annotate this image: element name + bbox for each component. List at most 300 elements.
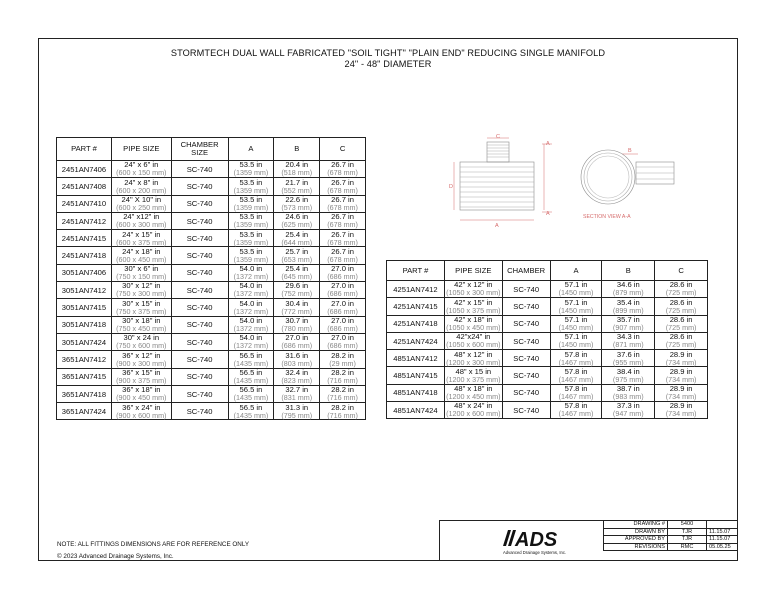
metric-value: (600 x 450 mm) (116, 254, 167, 264)
metric-value: (1050 x 450 mm) (446, 322, 501, 332)
value: 54.0 in (239, 333, 263, 343)
metric-value: (1372 mm) (233, 341, 269, 351)
value: 35.7 in (616, 314, 640, 324)
value: 28.6 in (669, 314, 693, 324)
header-c: C (655, 261, 708, 281)
a-cell (550, 298, 602, 315)
pipe-size-cell (111, 178, 171, 195)
value: 3051AN7415 (61, 303, 107, 313)
a-cell (228, 178, 274, 195)
value: 28.2 in (331, 350, 354, 360)
b-cell (274, 195, 320, 212)
b-cell (274, 264, 320, 281)
value: 27.0 in (285, 333, 309, 343)
value: 42" x 12" in (454, 280, 493, 290)
metric-value: (772 mm) (281, 306, 313, 316)
a-cell (228, 316, 274, 333)
value: 53.5 in (239, 160, 263, 170)
value: 37.3 in (616, 401, 640, 411)
value: 54.0 in (239, 316, 263, 326)
metric-value: (686 mm) (281, 341, 313, 351)
chamber-cell (502, 384, 550, 401)
title-block-date: 11.15.07 (707, 536, 738, 544)
metric-value: (1359 mm) (233, 185, 269, 195)
value: 57.8 in (564, 366, 588, 376)
part-cell (57, 403, 112, 420)
value: 4251AN7424 (393, 336, 438, 346)
metric-value: (803 mm) (281, 358, 313, 368)
chamber-cell (171, 316, 228, 333)
chamber-cell (171, 247, 228, 264)
metric-value: (678 mm) (327, 237, 358, 247)
value: 57.1 in (564, 280, 588, 290)
logo-text: ADS (515, 529, 558, 551)
metric-value: (1372 mm) (233, 306, 269, 316)
table-header-row (57, 138, 366, 161)
dim-label-b: B (628, 148, 632, 154)
value: SC-740 (186, 406, 213, 416)
value: 27.0 in (331, 333, 354, 343)
pipe-size-cell (444, 315, 502, 332)
value: 28.9 in (669, 349, 693, 359)
value: 28.2 in (331, 385, 354, 395)
value: SC-740 (513, 388, 540, 398)
metric-value: (1372 mm) (233, 272, 269, 282)
manifold-table-42-48 (386, 260, 708, 419)
table-row (387, 350, 708, 367)
metric-value: (1450 mm) (558, 288, 594, 298)
part-cell (57, 368, 112, 385)
title-block-date: 05.05.25 (707, 543, 738, 551)
metric-value: (900 x 375 mm) (116, 375, 167, 385)
a-cell (550, 402, 602, 419)
pipe-size-cell (111, 282, 171, 299)
metric-value: (600 x 150 mm) (116, 168, 167, 178)
b-cell (274, 299, 320, 316)
value: 35.4 in (616, 297, 640, 307)
value: 4851AN7412 (393, 353, 438, 363)
value: 25.7 in (285, 246, 309, 256)
value: SC-740 (186, 164, 213, 174)
value: SC-740 (513, 405, 540, 415)
pipe-size-cell (444, 367, 502, 384)
a-cell (550, 367, 602, 384)
metric-value: (653 mm) (281, 254, 313, 264)
title-block-label: DRAWING # (604, 521, 668, 529)
table-row (57, 403, 366, 420)
header-a: A (228, 138, 274, 161)
a-cell (228, 403, 274, 420)
a-cell (228, 212, 274, 229)
part-cell (57, 351, 112, 368)
metric-value: (686 mm) (327, 341, 358, 351)
metric-value: (780 mm) (281, 324, 313, 334)
b-cell (274, 212, 320, 229)
title-block-value: RMC (668, 543, 707, 551)
c-cell (320, 247, 366, 264)
c-cell (320, 282, 366, 299)
metric-value: (600 x 250 mm) (116, 202, 167, 212)
value: 30" x 15" in (122, 298, 161, 308)
c-cell (320, 264, 366, 281)
value: SC-740 (186, 251, 213, 261)
title-block-row (604, 536, 738, 544)
value: SC-740 (186, 337, 213, 347)
value: 42"x24" in (456, 332, 491, 342)
metric-value: (644 mm) (281, 237, 313, 247)
title-block-row (604, 521, 738, 529)
value: 26.7 in (331, 160, 354, 170)
a-cell (228, 299, 274, 316)
title-line-2: 24" - 48" DIAMETER (344, 59, 432, 69)
value: 2451AN7410 (61, 199, 107, 209)
c-cell (655, 367, 708, 384)
part-cell (387, 315, 445, 332)
pipe-size-cell (111, 299, 171, 316)
pipe-size-cell (111, 403, 171, 420)
c-cell (320, 333, 366, 350)
dim-label-a: A (495, 223, 499, 229)
c-cell (320, 316, 366, 333)
pipe-size-cell (444, 402, 502, 419)
b-cell (274, 368, 320, 385)
value: 24" x 18" in (122, 246, 161, 256)
value: 3651AN7418 (61, 389, 107, 399)
value: 57.1 in (564, 332, 588, 342)
metric-value: (600 x 375 mm) (116, 237, 167, 247)
value: 48" x 12" in (454, 349, 493, 359)
table-row (57, 195, 366, 212)
title-block-label: APPROVED BY (604, 536, 668, 544)
value: 3651AN7415 (61, 372, 107, 382)
part-cell (57, 282, 112, 299)
pipe-size-cell (111, 212, 171, 229)
metric-value: (734 mm) (665, 374, 697, 384)
page-title (38, 48, 738, 70)
part-cell (387, 332, 445, 349)
header-a: A (550, 261, 602, 281)
value: 48" x 24" in (454, 401, 493, 411)
table-row (57, 212, 366, 229)
value: 25.4 in (285, 264, 309, 274)
a-cell (550, 384, 602, 401)
metric-value: (1050 x 375 mm) (446, 305, 501, 315)
value: 24" x 6" in (124, 160, 159, 170)
metric-value: (752 mm) (281, 289, 313, 299)
metric-value: (1467 mm) (558, 357, 594, 367)
table-row (387, 384, 708, 401)
pipe-size-cell (111, 230, 171, 247)
a-cell (228, 161, 274, 178)
value: 3651AN7424 (61, 406, 107, 416)
header-part: PART # (387, 261, 445, 281)
revision-table (603, 520, 738, 551)
metric-value: (686 mm) (327, 289, 358, 299)
metric-value: (716 mm) (327, 393, 358, 403)
value: 26.7 in (331, 212, 354, 222)
value: 30.7 in (285, 316, 309, 326)
b-cell (602, 367, 655, 384)
metric-value: (1359 mm) (233, 254, 269, 264)
chamber-cell (502, 367, 550, 384)
value: 3051AN7406 (61, 268, 107, 278)
value: 56.5 in (239, 367, 263, 377)
a-cell (228, 195, 274, 212)
chamber-cell (502, 281, 550, 298)
value: 30" x 12" in (122, 281, 161, 291)
title-block-row (604, 528, 738, 536)
value: 26.7 in (331, 194, 354, 204)
a-cell (228, 247, 274, 264)
value: 24" x 8" in (124, 177, 159, 187)
pipe-size-cell (444, 384, 502, 401)
header-pipe-size: PIPE SIZE (111, 138, 171, 161)
value: 48" x 18" in (454, 384, 493, 394)
metric-value: (750 x 600 mm) (116, 341, 167, 351)
b-cell (602, 350, 655, 367)
metric-value: (725 mm) (665, 340, 697, 350)
metric-value: (1359 mm) (233, 202, 269, 212)
value: 37.6 in (616, 349, 640, 359)
value: 3051AN7424 (61, 337, 107, 347)
chamber-cell (171, 368, 228, 385)
part-cell (57, 195, 112, 212)
value: 57.8 in (564, 401, 588, 411)
metric-value: (734 mm) (665, 392, 697, 402)
value: SC-740 (186, 389, 213, 399)
header-pipe-size: PIPE SIZE (444, 261, 502, 281)
table-row (57, 316, 366, 333)
part-cell (57, 299, 112, 316)
metric-value: (552 mm) (281, 185, 313, 195)
header-c: C (320, 138, 366, 161)
b-cell (274, 247, 320, 264)
section-mark-a-bottom: A (546, 211, 550, 217)
part-cell (57, 230, 112, 247)
value: 27.0 in (331, 316, 354, 326)
value: 3051AN7418 (61, 320, 107, 330)
b-cell (274, 178, 320, 195)
a-cell (228, 230, 274, 247)
chamber-cell (502, 402, 550, 419)
title-block-value: TJR (668, 528, 707, 536)
metric-value: (1372 mm) (233, 289, 269, 299)
value: 54.0 in (239, 264, 263, 274)
title-block-label: REVISIONS (604, 543, 668, 551)
dim-label-c: C (496, 134, 500, 140)
metric-value: (573 mm) (281, 202, 313, 212)
table-row (57, 161, 366, 178)
table-header-row (387, 261, 708, 281)
metric-value: (734 mm) (665, 357, 697, 367)
b-cell (274, 316, 320, 333)
chamber-cell (502, 350, 550, 367)
part-cell (57, 316, 112, 333)
title-block-label: DRAWN BY (604, 528, 668, 536)
value: 30.4 in (285, 298, 309, 308)
pipe-size-cell (444, 332, 502, 349)
table-row (57, 230, 366, 247)
value: 36" x 18" in (122, 385, 161, 395)
value: 21.7 in (285, 177, 309, 187)
header-part: PART # (57, 138, 112, 161)
c-cell (655, 298, 708, 315)
metric-value: (725 mm) (665, 288, 697, 298)
value: 4251AN7415 (393, 301, 438, 311)
metric-value: (1467 mm) (558, 374, 594, 384)
c-cell (320, 161, 366, 178)
value: SC-740 (186, 216, 213, 226)
value: 4251AN7412 (393, 284, 438, 294)
a-cell (550, 332, 602, 349)
b-cell (602, 315, 655, 332)
value: SC-740 (513, 336, 540, 346)
part-cell (57, 247, 112, 264)
value: 32.4 in (285, 367, 309, 377)
value: 54.0 in (239, 281, 263, 291)
value: 20.4 in (285, 160, 309, 170)
value: SC-740 (513, 353, 540, 363)
metric-value: (947 mm) (612, 409, 644, 419)
table-row (57, 333, 366, 350)
b-cell (274, 385, 320, 402)
table-row (387, 332, 708, 349)
title-block-date: 11.15.07 (707, 528, 738, 536)
metric-value: (725 mm) (665, 305, 697, 315)
value: 28.9 in (669, 401, 693, 411)
value: 54.0 in (239, 298, 263, 308)
metric-value: (1050 x 600 mm) (446, 340, 501, 350)
metric-value: (678 mm) (327, 254, 358, 264)
chamber-cell (502, 315, 550, 332)
manifold-table-24-36 (56, 137, 366, 420)
metric-value: (1435 mm) (233, 393, 269, 403)
metric-value: (907 mm) (612, 322, 644, 332)
section-view-label: SECTION VIEW A-A (583, 214, 631, 220)
part-cell (57, 212, 112, 229)
value: 27.0 in (331, 264, 354, 274)
b-cell (602, 281, 655, 298)
value: SC-740 (513, 301, 540, 311)
value: 34.6 in (616, 280, 640, 290)
value: 31.3 in (285, 402, 309, 412)
metric-value: (1450 mm) (558, 322, 594, 332)
value: 26.7 in (331, 177, 354, 187)
b-cell (274, 282, 320, 299)
value: 24" x12" in (123, 212, 160, 222)
value: 32.7 in (285, 385, 309, 395)
metric-value: (1359 mm) (233, 168, 269, 178)
value: 27.0 in (331, 298, 354, 308)
value: 24" x 15" in (122, 229, 161, 239)
value: 56.5 in (239, 385, 263, 395)
metric-value: (831 mm) (281, 393, 313, 403)
value: 42" x 18" in (454, 314, 493, 324)
chamber-cell (502, 332, 550, 349)
metric-value: (975 mm) (612, 374, 644, 384)
c-cell (320, 351, 366, 368)
metric-value: (1435 mm) (233, 410, 269, 420)
c-cell (320, 230, 366, 247)
side-view (460, 142, 534, 210)
metric-value: (750 x 375 mm) (116, 306, 167, 316)
value: 53.5 in (239, 194, 263, 204)
c-cell (320, 403, 366, 420)
metric-value: (686 mm) (327, 272, 358, 282)
c-cell (655, 281, 708, 298)
value: 28.2 in (331, 367, 354, 377)
chamber-cell (171, 299, 228, 316)
metric-value: (600 x 300 mm) (116, 220, 167, 230)
metric-value: (1467 mm) (558, 409, 594, 419)
value: 38.7 in (616, 384, 640, 394)
chamber-cell (171, 333, 228, 350)
metric-value: (1450 mm) (558, 340, 594, 350)
value: 30" x 18" in (122, 316, 161, 326)
part-cell (387, 350, 445, 367)
metric-value: (1467 mm) (558, 392, 594, 402)
pipe-size-cell (111, 385, 171, 402)
value: 56.5 in (239, 350, 263, 360)
title-block-date (707, 521, 738, 529)
c-cell (320, 368, 366, 385)
metric-value: (686 mm) (327, 324, 358, 334)
chamber-cell (171, 403, 228, 420)
metric-value: (983 mm) (612, 392, 644, 402)
copyright: © 2023 Advanced Drainage Systems, Inc. (57, 553, 174, 560)
pipe-size-cell (111, 333, 171, 350)
table-row (387, 402, 708, 419)
value: 53.5 in (239, 177, 263, 187)
ads-logo (499, 524, 579, 556)
metric-value: (716 mm) (327, 410, 358, 420)
header-b: B (602, 261, 655, 281)
table-row (387, 315, 708, 332)
table-row (57, 178, 366, 195)
part-cell (387, 281, 445, 298)
value: 2451AN7408 (61, 181, 107, 191)
value: 29.6 in (285, 281, 309, 291)
metric-value: (734 mm) (665, 409, 697, 419)
pipe-size-cell (111, 247, 171, 264)
c-cell (320, 195, 366, 212)
a-cell (228, 333, 274, 350)
b-cell (602, 384, 655, 401)
c-cell (320, 299, 366, 316)
pipe-size-cell (111, 264, 171, 281)
value: 24" X 10" in (121, 194, 162, 204)
a-cell (228, 282, 274, 299)
part-cell (387, 367, 445, 384)
value: 42" x 15" in (454, 297, 493, 307)
c-cell (655, 332, 708, 349)
a-cell (228, 351, 274, 368)
value: 3051AN7412 (61, 285, 107, 295)
value: 28.9 in (669, 384, 693, 394)
metric-value: (750 x 300 mm) (116, 289, 167, 299)
table-row (387, 281, 708, 298)
value: 27.0 in (331, 281, 354, 291)
chamber-cell (171, 230, 228, 247)
pipe-size-cell (444, 298, 502, 315)
table-row (57, 264, 366, 281)
chamber-cell (171, 178, 228, 195)
c-cell (655, 402, 708, 419)
c-cell (655, 315, 708, 332)
table-row (57, 385, 366, 402)
metric-value: (678 mm) (327, 202, 358, 212)
metric-value: (899 mm) (612, 305, 644, 315)
